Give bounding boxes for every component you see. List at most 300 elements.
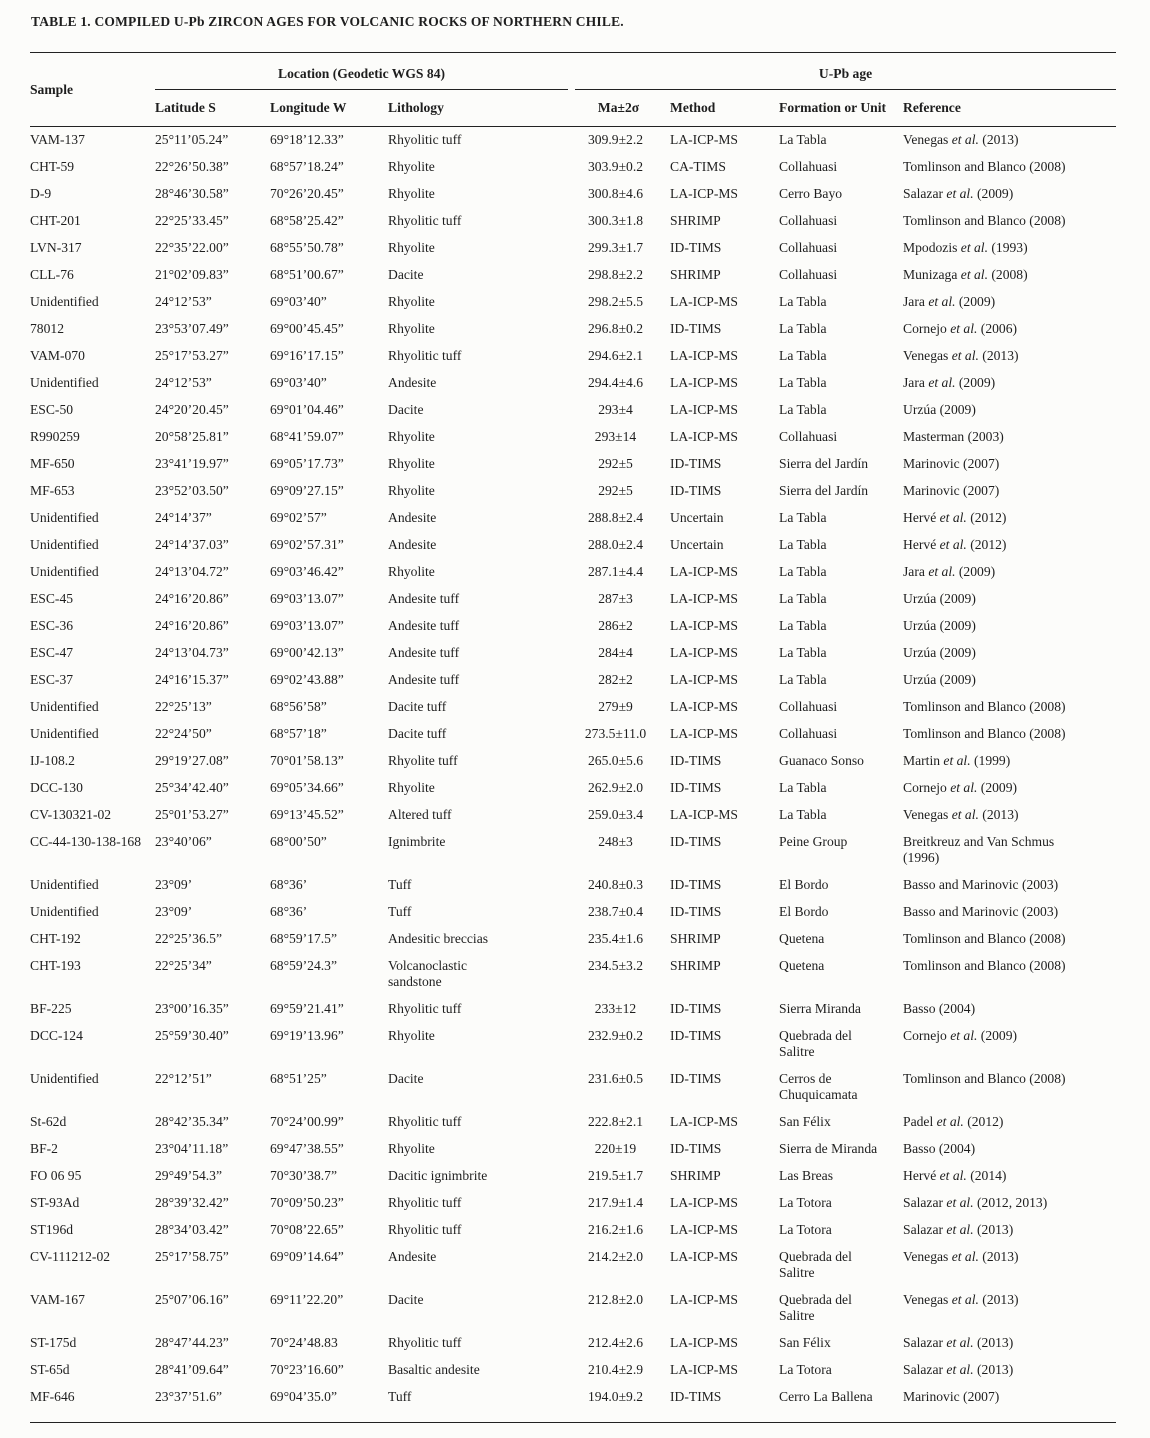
table-row [30,1023,1116,1066]
cell-formation_or_unit: El Bordo [779,904,829,919]
table-row [30,262,1116,289]
cell-sample: Unidentified [30,699,99,714]
cell-longitude_w: 70°09’50.23” [270,1195,344,1210]
cell-reference: Cornejo et al. (2009) [903,1028,1018,1043]
cell-lithology: Dacite tuff [388,726,447,741]
cell-method: ID-TIMS [670,321,722,336]
cell-longitude_w: 68°36’ [270,877,308,892]
cell-sample: VAM-167 [30,1292,85,1307]
table-row [30,640,1116,667]
cell-method: LA-ICP-MS [670,348,738,363]
cell-sample: Unidentified [30,294,99,309]
cell-sample: St-62d [30,1114,67,1129]
cell-formation_or_unit: Cerro La Ballena [779,1384,903,1423]
cell-sample: DCC-124 [30,1028,83,1043]
column-header-method: Method [670,90,779,127]
cell-latitude_s: 25°01’53.27” [155,807,229,822]
cell-longitude_w: 70°26’20.45” [270,186,344,201]
cell-longitude_w: 69°02’57.31” [270,537,344,552]
cell-longitude_w: 68°36’ [270,904,308,919]
cell-lithology: Volcanoclastic sandstone [388,958,468,989]
cell-longitude_w: 69°18’12.33” [270,132,344,147]
cell-ma_2sigma: 259.0±3.4 [587,807,644,822]
cell-latitude_s: 23°37’51.6” [155,1384,270,1423]
table-row [30,1287,1116,1330]
cell-sample: ST-175d [30,1335,77,1350]
cell-lithology: Altered tuff [388,807,452,822]
column-header-lithology: Lithology [388,90,575,127]
cell-reference: Martin et al. (1999) [903,753,1011,768]
cell-ma_2sigma: 298.2±5.5 [587,294,644,309]
cell-latitude_s: 22°25’36.5” [155,931,222,946]
cell-lithology: Dacite [388,1292,424,1307]
cell-method: LA-ICP-MS [670,618,738,633]
table-body [30,127,1116,1423]
table-row [30,289,1116,316]
cell-latitude_s: 24°12’53” [155,375,212,390]
cell-formation_or_unit: Peine Group [779,834,848,849]
cell-longitude_w: 69°03’40” [270,375,327,390]
cell-latitude_s: 24°14’37” [155,510,212,525]
cell-ma_2sigma: 288.8±2.4 [587,510,644,525]
cell-latitude_s: 28°47’44.23” [155,1335,229,1350]
cell-sample: Unidentified [30,1071,99,1086]
cell-method: ID-TIMS [670,240,722,255]
table-row [30,899,1116,926]
cell-longitude_w: 69°03’13.07” [270,591,344,606]
cell-ma_2sigma: 265.0±5.6 [587,753,644,768]
table-row [30,613,1116,640]
cell-sample: DCC-130 [30,780,83,795]
cell-method: LA-ICP-MS [670,294,738,309]
cell-latitude_s: 24°13’04.72” [155,564,229,579]
cell-sample: ESC-36 [30,618,74,633]
cell-sample: Unidentified [30,510,99,525]
cell-latitude_s: 25°07’06.16” [155,1292,229,1307]
cell-method: LA-ICP-MS [670,1195,738,1210]
cell-ma_2sigma: 294.4±4.6 [587,375,644,390]
cell-longitude_w: 69°00’45.45” [270,321,344,336]
cell-lithology: Tuff [388,1384,575,1423]
table-row [30,127,1116,155]
cell-lithology: Andesite tuff [388,618,460,633]
cell-formation_or_unit: Collahuasi [779,213,838,228]
cell-latitude_s: 24°16’20.86” [155,618,229,633]
cell-method: ID-TIMS [670,483,722,498]
cell-formation_or_unit: La Tabla [779,537,827,552]
cell-reference: Basso (2004) [903,1001,976,1016]
cell-method: LA-ICP-MS [670,564,738,579]
cell-lithology: Rhyolite [388,483,435,498]
table-row [30,872,1116,899]
cell-latitude_s: 25°17’58.75” [155,1249,229,1264]
cell-formation_or_unit: La Tabla [779,321,827,336]
column-group-location-cell [155,53,575,91]
cell-reference: Urzúa (2009) [903,645,976,660]
cell-reference: Tomlinson and Blanco (2008) [903,726,1066,741]
cell-reference: Munizaga et al. (2008) [903,267,1028,282]
cell-formation_or_unit: Collahuasi [779,240,838,255]
cell-formation_or_unit: Quebrada del Salitre [779,1292,852,1323]
cell-sample: CHT-201 [30,213,81,228]
cell-ma_2sigma: 231.6±0.5 [587,1071,644,1086]
cell-longitude_w: 70°24’48.83 [270,1335,338,1350]
cell-formation_or_unit: Collahuasi [779,159,838,174]
table-row [30,397,1116,424]
cell-method: SHRIMP [670,958,721,973]
cell-reference: Mpodozis et al. (1993) [903,240,1028,255]
cell-latitude_s: 22°25’13” [155,699,212,714]
table-row [30,208,1116,235]
cell-latitude_s: 29°19’27.08” [155,753,229,768]
cell-sample: CLL-76 [30,267,74,282]
cell-longitude_w: 68°57’18” [270,726,327,741]
cell-sample: VAM-070 [30,348,85,363]
column-group-location: Location (Geodetic WGS 84) [155,53,568,90]
cell-formation_or_unit: Guanaco Sonso [779,753,864,768]
table-row [30,748,1116,775]
cell-ma_2sigma: 300.8±4.6 [587,186,644,201]
cell-formation_or_unit: La Tabla [779,510,827,525]
cell-method: LA-ICP-MS [670,375,738,390]
cell-latitude_s: 20°58’25.81” [155,429,229,444]
cell-longitude_w: 69°02’57” [270,510,327,525]
column-header-latitude-s: Latitude S [155,90,270,127]
cell-method: ID-TIMS [670,904,722,919]
cell-reference: Tomlinson and Blanco (2008) [903,958,1066,973]
cell-reference: Tomlinson and Blanco (2008) [903,159,1066,174]
cell-reference: Tomlinson and Blanco (2008) [903,931,1066,946]
cell-latitude_s: 24°16’20.86” [155,591,229,606]
cell-reference: Venegas et al. (2013) [903,132,1019,147]
cell-lithology: Andesite [388,510,437,525]
cell-ma_2sigma: 303.9±0.2 [587,159,644,174]
cell-method: ID-TIMS [670,1141,722,1156]
cell-reference: Urzúa (2009) [903,672,976,687]
cell-latitude_s: 23°09’ [155,904,193,919]
cell-formation_or_unit: La Totora [779,1362,832,1377]
cell-lithology: Rhyolitic tuff [388,132,462,147]
cell-lithology: Tuff [388,877,412,892]
cell-latitude_s: 23°41’19.97” [155,456,229,471]
cell-ma_2sigma: 222.8±2.1 [587,1114,644,1129]
cell-sample: MF-650 [30,456,75,471]
cell-ma_2sigma: 235.4±1.6 [587,931,644,946]
cell-formation_or_unit: Sierra del Jardín [779,483,869,498]
table-row [30,1357,1116,1384]
cell-lithology: Dacitic ignimbrite [388,1168,488,1183]
cell-formation_or_unit: San Félix [779,1335,831,1350]
cell-longitude_w: 70°24’00.99” [270,1114,344,1129]
cell-sample: ST-65d [30,1362,70,1377]
cell-method: ID-TIMS [670,1028,722,1043]
cell-method: ID-TIMS [670,834,722,849]
cell-latitude_s: 28°34’03.42” [155,1222,229,1237]
table-title: TABLE 1. COMPILED U-Pb ZIRCON AGES FOR VOLCANIC ROCKS OF NORTHERN CHILE. [31,14,624,29]
cell-lithology: Rhyolite [388,456,435,471]
cell-longitude_w: 68°51’00.67” [270,267,344,282]
table-row [30,926,1116,953]
cell-longitude_w: 69°00’42.13” [270,645,344,660]
cell-longitude_w: 70°23’16.60” [270,1362,344,1377]
cell-method: ID-TIMS [670,1001,722,1016]
cell-method: LA-ICP-MS [670,1222,738,1237]
cell-lithology: Andesitic breccias [388,931,489,946]
table-row [30,343,1116,370]
cell-method: ID-TIMS [670,1384,779,1423]
cell-method: LA-ICP-MS [670,672,738,687]
cell-formation_or_unit: La Tabla [779,294,827,309]
table-row [30,505,1116,532]
cell-latitude_s: 22°25’33.45” [155,213,229,228]
cell-ma_2sigma: 216.2±1.6 [587,1222,644,1237]
cell-sample: CHT-192 [30,931,81,946]
cell-lithology: Andesite [388,375,437,390]
cell-method: LA-ICP-MS [670,591,738,606]
cell-reference: Hervé et al. (2014) [903,1168,1007,1183]
cell-lithology: Dacite [388,267,424,282]
cell-method: LA-ICP-MS [670,1249,738,1264]
cell-reference: Masterman (2003) [903,429,1004,444]
cell-latitude_s: 28°41’09.64” [155,1362,229,1377]
cell-reference: Venegas et al. (2013) [903,807,1019,822]
cell-formation_or_unit: La Tabla [779,807,827,822]
cell-longitude_w: 69°09’27.15” [270,483,344,498]
table-row [30,235,1116,262]
cell-ma_2sigma: 292±5 [598,456,633,471]
cell-longitude_w: 69°16’17.15” [270,348,344,363]
cell-ma_2sigma: 296.8±0.2 [587,321,644,336]
column-group-upb-age: U-Pb age [575,53,1116,90]
cell-lithology: Andesite [388,537,437,552]
cell-longitude_w: 68°58’25.42” [270,213,344,228]
cell-method: LA-ICP-MS [670,186,738,201]
cell-reference: Tomlinson and Blanco (2008) [903,699,1066,714]
cell-lithology: Rhyolite [388,564,435,579]
cell-longitude_w: 69°02’43.88” [270,672,344,687]
cell-method: SHRIMP [670,213,721,228]
cell-sample: ESC-50 [30,402,74,417]
cell-sample: R990259 [30,429,80,444]
cell-reference: Salazar et al. (2013) [903,1222,1014,1237]
cell-formation_or_unit: La Tabla [779,618,827,633]
cell-ma_2sigma: 282±2 [598,672,633,687]
cell-latitude_s: 24°14’37.03” [155,537,229,552]
cell-method: LA-ICP-MS [670,402,738,417]
table-row [30,559,1116,586]
table-row [30,694,1116,721]
cell-longitude_w: 70°30’38.7” [270,1168,337,1183]
cell-ma_2sigma: 248±3 [598,834,633,849]
cell-lithology: Rhyolitic tuff [388,213,462,228]
cell-reference: Urzúa (2009) [903,591,976,606]
table-row [30,316,1116,343]
cell-ma_2sigma: 212.8±2.0 [587,1292,644,1307]
cell-lithology: Rhyolite [388,1028,435,1043]
cell-lithology: Basaltic andesite [388,1362,480,1377]
cell-latitude_s: 24°16’15.37” [155,672,229,687]
cell-reference: Salazar et al. (2013) [903,1362,1014,1377]
cell-reference: Marinovic (2007) [903,456,1000,471]
cell-reference: Salazar et al. (2009) [903,186,1014,201]
table-row [30,370,1116,397]
cell-formation_or_unit: Collahuasi [779,429,838,444]
cell-ma_2sigma: 286±2 [598,618,633,633]
cell-lithology: Rhyolite [388,429,435,444]
cell-ma_2sigma: 294.6±2.1 [587,348,644,363]
cell-formation_or_unit: La Tabla [779,348,827,363]
cell-sample: Unidentified [30,904,99,919]
cell-ma_2sigma: 234.5±3.2 [587,958,644,973]
cell-formation_or_unit: La Tabla [779,375,827,390]
cell-lithology: Rhyolitic tuff [388,1222,462,1237]
cell-ma_2sigma: 262.9±2.0 [587,780,644,795]
cell-ma_2sigma: 287.1±4.4 [587,564,644,579]
cell-method: ID-TIMS [670,753,722,768]
cell-ma_2sigma: 293±4 [598,402,633,417]
cell-reference: Jara et al. (2009) [903,375,996,390]
cell-ma_2sigma: 273.5±11.0 [584,726,647,741]
cell-formation_or_unit: Cerro Bayo [779,186,843,201]
cell-latitude_s: 28°42’35.34” [155,1114,229,1129]
cell-lithology: Rhyolitic tuff [388,1114,462,1129]
table-row [30,721,1116,748]
table-row [30,953,1116,996]
cell-reference: Jara et al. (2009) [903,564,996,579]
cell-method: ID-TIMS [670,1071,722,1086]
cell-ma_2sigma: 309.9±2.2 [587,132,644,147]
cell-sample: CHT-59 [30,159,75,174]
cell-longitude_w: 69°03’13.07” [270,618,344,633]
cell-lithology: Rhyolitic tuff [388,348,462,363]
cell-formation_or_unit: Cerros de Chuquicamata [779,1071,858,1102]
cell-longitude_w: 68°59’17.5” [270,931,337,946]
cell-reference: Tomlinson and Blanco (2008) [903,1071,1066,1086]
cell-latitude_s: 25°17’53.27” [155,348,229,363]
column-header-reference: Reference [903,90,1116,127]
header-group-row [30,53,1116,91]
cell-formation_or_unit: El Bordo [779,877,829,892]
table-row [30,802,1116,829]
cell-sample: ST-93Ad [30,1195,80,1210]
table-row [30,181,1116,208]
cell-ma_2sigma: 210.4±2.9 [587,1362,644,1377]
cell-sample: ESC-45 [30,591,74,606]
cell-method: ID-TIMS [670,456,722,471]
cell-lithology: Andesite tuff [388,645,460,660]
cell-lithology: Rhyolite [388,780,435,795]
cell-longitude_w: 69°05’34.66” [270,780,344,795]
cell-lithology: Andesite tuff [388,591,460,606]
cell-ma_2sigma: 220±19 [594,1141,637,1156]
cell-ma_2sigma: 279±9 [598,699,633,714]
cell-sample: Unidentified [30,537,99,552]
column-header-longitude-w: Longitude W [270,90,388,127]
cell-method: LA-ICP-MS [670,807,738,822]
cell-formation_or_unit: Las Breas [779,1168,833,1183]
cell-latitude_s: 22°24’50” [155,726,212,741]
cell-sample: LVN-317 [30,240,82,255]
cell-lithology: Rhyolite [388,240,435,255]
cell-reference: Tomlinson and Blanco (2008) [903,213,1066,228]
cell-latitude_s: 29°49’54.3” [155,1168,222,1183]
cell-formation_or_unit: La Tabla [779,780,827,795]
cell-lithology: Ignimbrite [388,834,446,849]
cell-ma_2sigma: 299.3±1.7 [587,240,644,255]
cell-longitude_w: 70°08’22.65” [270,1222,344,1237]
cell-longitude_w: 70°01’58.13” [270,753,344,768]
table-row [30,478,1116,505]
cell-lithology: Rhyolite [388,186,435,201]
cell-latitude_s: 22°25’34” [155,958,212,973]
cell-formation_or_unit: La Tabla [779,132,827,147]
cell-formation_or_unit: La Tabla [779,591,827,606]
cell-method: LA-ICP-MS [670,1114,738,1129]
cell-sample: Unidentified [30,564,99,579]
cell-longitude_w: 69°47’38.55” [270,1141,344,1156]
cell-lithology: Andesite tuff [388,672,460,687]
table-row [30,829,1116,872]
cell-latitude_s: 28°39’32.42” [155,1195,229,1210]
cell-sample: ESC-47 [30,645,74,660]
cell-ma_2sigma: 212.4±2.6 [587,1335,644,1350]
cell-ma_2sigma: 288.0±2.4 [587,537,644,552]
cell-longitude_w: 68°56’58” [270,699,327,714]
cell-latitude_s: 25°59’30.40” [155,1028,229,1043]
column-group-upb-age-cell [575,53,1116,91]
cell-sample: CV-130321-02 [30,807,112,822]
cell-formation_or_unit: Quebrada del Salitre [779,1028,852,1059]
table-row [30,451,1116,478]
cell-lithology: Rhyolite tuff [388,753,458,768]
cell-latitude_s: 23°00’16.35” [155,1001,229,1016]
cell-sample: ST196d [30,1222,74,1237]
cell-formation_or_unit: Quetena [779,958,825,973]
cell-ma_2sigma: 238.7±0.4 [587,904,644,919]
cell-longitude_w: 69°19’13.96” [270,1028,344,1043]
cell-lithology: Dacite [388,402,424,417]
cell-method: LA-ICP-MS [670,132,738,147]
cell-method: SHRIMP [670,1168,721,1183]
cell-method: Uncertain [670,537,724,552]
cell-formation_or_unit: Sierra del Jardín [779,456,869,471]
cell-reference: Salazar et al. (2013) [903,1335,1014,1350]
cell-lithology: Rhyolitic tuff [388,1335,462,1350]
cell-longitude_w: 68°55’50.78” [270,240,344,255]
cell-formation_or_unit: Collahuasi [779,267,838,282]
table-row [30,1163,1116,1190]
cell-method: LA-ICP-MS [670,1292,738,1307]
cell-sample: CV-111212-02 [30,1249,111,1264]
cell-lithology: Rhyolite [388,159,435,174]
cell-sample: CC-44-130-138-168 [30,834,142,849]
cell-ma_2sigma: 292±5 [598,483,633,498]
cell-reference: Venegas et al. (2013) [903,348,1019,363]
cell-reference: Basso (2004) [903,1141,976,1156]
table-row [30,154,1116,181]
cell-longitude_w: 69°04’35.0” [270,1384,388,1423]
cell-longitude_w: 68°57’18.24” [270,159,344,174]
cell-method: LA-ICP-MS [670,726,738,741]
cell-sample: 78012 [30,321,64,336]
cell-reference: Salazar et al. (2012, 2013) [903,1195,1048,1210]
cell-longitude_w: 69°01’04.46” [270,402,344,417]
cell-formation_or_unit: Quebrada del Salitre [779,1249,852,1280]
cell-reference: Cornejo et al. (2009) [903,780,1018,795]
table-row [30,1330,1116,1357]
cell-formation_or_unit: San Félix [779,1114,831,1129]
cell-reference: Urzúa (2009) [903,402,976,417]
